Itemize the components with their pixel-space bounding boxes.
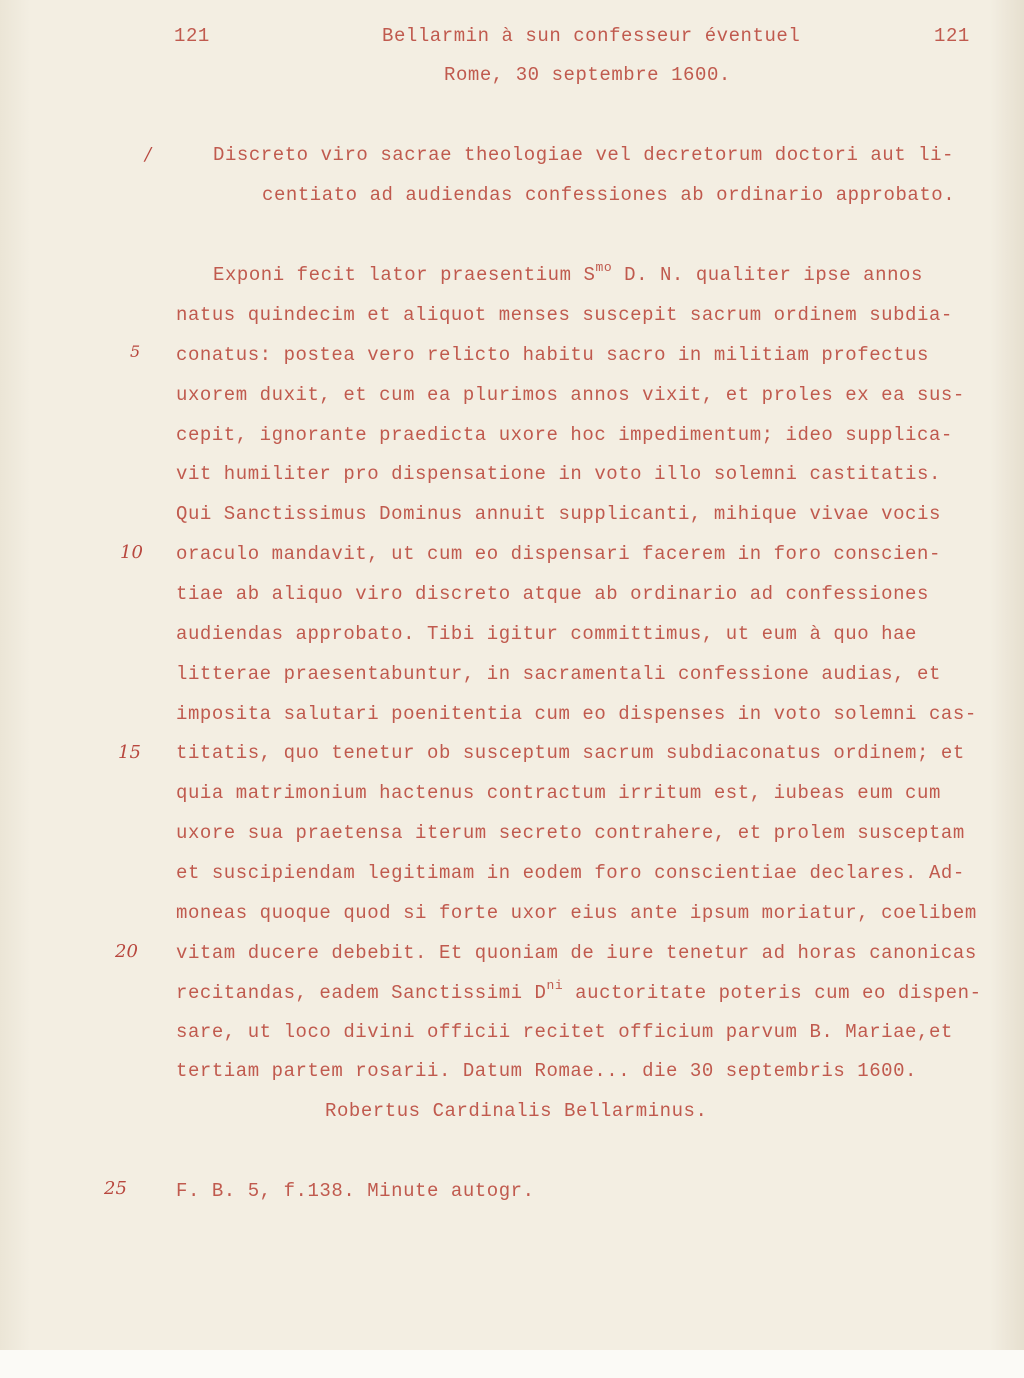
- body-line-3: conatus: postea vero relicto habitu sacro in militiam profectus: [176, 344, 929, 366]
- margin-line-number-10: 10: [120, 542, 143, 563]
- body-line-21: tertiam partem rosarii. Datum Romae... die 30 septembris 1600.: [176, 1060, 918, 1082]
- body-line-18: vitam ducere debebit. Et quoniam de iure tenetur ad horas canonicas: [176, 942, 977, 964]
- body-line-11: litterae praesentabuntur, in sacramentali confessione audias, et: [176, 663, 941, 685]
- body-line-1: Exponi fecit lator praesentium $S^{mo}$ D. N. qualiter ipse annos: [213, 259, 923, 286]
- margin-line-number-15: 15: [118, 742, 141, 763]
- address-line-1: Discreto viro sacrae theologiae vel decretorum doctori aut li-: [213, 144, 955, 166]
- body-line-5: cepit, ignorante praedicta uxore hoc impedimentum; ideo supplica-: [176, 424, 953, 446]
- margin-mark-slash: /: [145, 144, 152, 165]
- page-number-right: 121: [934, 25, 970, 47]
- scan-bottom-edge: [0, 1350, 1024, 1378]
- body-line-12: imposita salutari poenitentia cum eo dispenses in voto solemni cas-: [176, 703, 977, 725]
- source-note: F. B. 5, f.138. Minute autogr.: [176, 1180, 535, 1202]
- body-line-2: natus quindecim et aliquot menses suscepit sacrum ordinem subdia-: [176, 304, 953, 326]
- margin-line-number-25: 25: [104, 1178, 127, 1199]
- body-line-13: titatis, quo tenetur ob susceptum sacrum subdiaconatus ordinem; et: [176, 742, 965, 764]
- page-number-left: 121: [174, 25, 210, 47]
- margin-line-number-20: 20: [115, 941, 138, 962]
- body-line-20: sare, ut loco divini officii recitet officium parvum B. Mariae,et: [176, 1021, 953, 1043]
- margin-line-number-5: 5: [130, 342, 141, 361]
- body-line-7: Qui Sanctissimus Dominus annuit supplicanti, mihique vivae vocis: [176, 503, 941, 525]
- superscript-smo: mo: [595, 259, 613, 275]
- body-line-6: vit humiliter pro dispensatione in voto illo solemni castitatis.: [176, 463, 941, 485]
- body-line-15: uxore sua praetensa iterum secreto contrahere, et prolem susceptam: [176, 822, 965, 844]
- body-line-19: recitandas, eadem Sanctissimi $D^{ni}$ auctoritate poteris cum eo dispen-: [176, 977, 982, 1004]
- address-line-2: centiato ad audiendas confessiones ab ordinario approbato.: [262, 184, 956, 206]
- running-title: Bellarmin à sun confesseur éventuel: [382, 25, 801, 47]
- body-line-17: moneas quoque quod si forte uxor eius ante ipsum moriatur, coelibem: [176, 902, 977, 924]
- body-line-10: audiendas approbato. Tibi igitur committimus, ut eum à quo hae: [176, 623, 918, 645]
- body-line-14: quia matrimonium hactenus contractum irritum est, iubeas eum cum: [176, 782, 941, 804]
- body-line-16: et suscipiendam legitimam in eodem foro conscientiae declares. Ad-: [176, 862, 965, 884]
- body-line-9: tiae ab aliquo viro discreto atque ab ordinario ad confessiones: [176, 583, 929, 605]
- date-line: Rome, 30 septembre 1600.: [444, 64, 731, 86]
- signature-line: Robertus Cardinalis Bellarminus.: [325, 1100, 708, 1122]
- superscript-ni: ni: [546, 977, 564, 993]
- body-line-4: uxorem duxit, et cum ea plurimos annos vixit, et proles ex ea sus-: [176, 384, 965, 406]
- body-line-8: oraculo mandavit, ut cum eo dispensari facerem in foro conscien-: [176, 543, 941, 565]
